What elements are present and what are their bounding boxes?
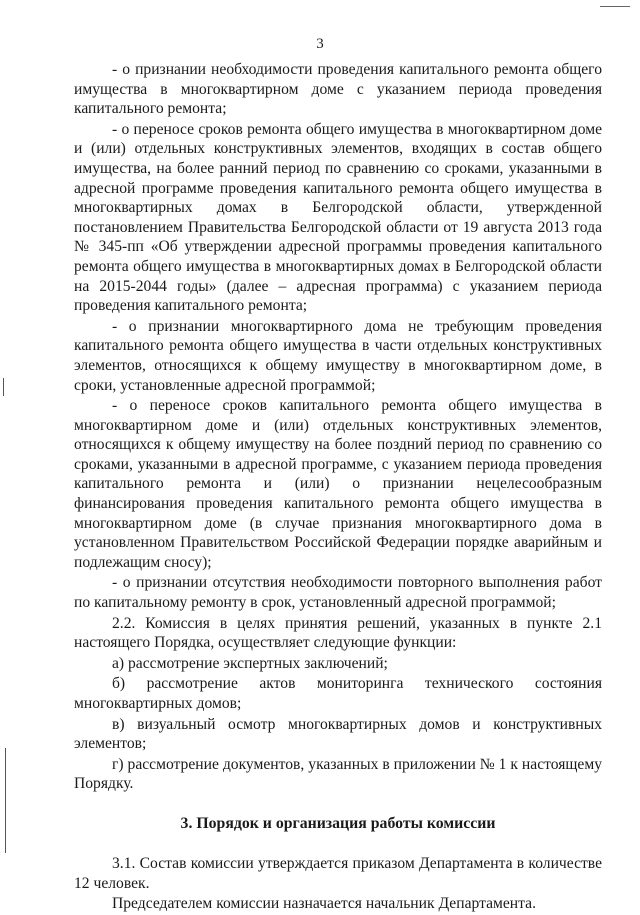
document-body xyxy=(74,60,602,915)
page-number: 3 xyxy=(316,36,324,52)
paragraph: - о признании необходимости проведения капитального ремонта общего имущества в многоквартирном доме с указанием периода проведения капитального ремонта; xyxy=(74,61,602,118)
left-margin-mark xyxy=(5,748,6,853)
paragraph: в) визуальный осмотр многоквартирных домов и конструктивных элементов; xyxy=(74,715,602,753)
left-margin-mark xyxy=(3,378,4,396)
paragraph: Председателем комиссии назначается начальник Департамента. xyxy=(112,895,536,913)
top-corner-mark xyxy=(600,6,630,7)
paragraph: - о переносе сроков ремонта общего имущества в многоквартирном доме и (или) отдельных конструктивных элементов, входящих в состав общего имущества, на более ранний период по сравнению со сроками, указанными в адресной программе проведения капитального ремонта общего имущества в многоквартирных домах в Белгородской области, утвержденной постановлением Правительства Белгородской области от 19 августа 2013 года № 345-пп «Об утверждении адресной программы проведения капитального ремонта общего имущества в многоквартирных домах в Белгородской области на 2015-2044 годы» (далее – адресная программа) с указанием периода проведения капитального ремонта; xyxy=(74,120,602,315)
paragraph: - о признании отсутствия необходимости повторного выполнения работ по капитальному ремонту в срок, установленный адресной программой; xyxy=(74,574,602,612)
paragraph: а) рассмотрение экспертных заключений; xyxy=(112,654,388,672)
paragraph: - о переносе сроков капитального ремонта общего имущества в многоквартирном доме и (или) отдельных конструктивных элементов, относящихся к общему имуществу на более поздний период по сравнению со сроками, указанными в адресной программе, с указанием периода проведения капитального ремонта и (или) о признании нецелесообразным финансирования проведения капитального ремонта общего имущества в многоквартирном доме (в случае признания многоквартирного дома в установленном Правительством Российской Федерации порядке аварийным и подлежащим сносу); xyxy=(74,397,602,571)
paragraph: г) рассмотрение документов, указанных в приложении № 1 к настоящему Порядку. xyxy=(74,755,602,793)
paragraph: 3.1. Состав комиссии утверждается приказом Департамента в количестве 12 человек. xyxy=(74,854,602,892)
paragraph: - о признании многоквартирного дома не требующим проведения капитального ремонта общего имущества в части отдельных конструктивных элементов, относящихся к общему имуществу в многоквартирном доме, в сроки, установленные адресной программой; xyxy=(74,317,602,394)
section-heading: 3. Порядок и организация работы комиссии xyxy=(180,814,496,832)
paragraph: б) рассмотрение актов мониторинга технического состояния многоквартирных домов; xyxy=(74,675,602,712)
paragraph: 2.2. Комиссия в целях принятия решений, указанных в пункте 2.1 настоящего Порядка, осуществляет следующие функции: xyxy=(74,614,602,652)
